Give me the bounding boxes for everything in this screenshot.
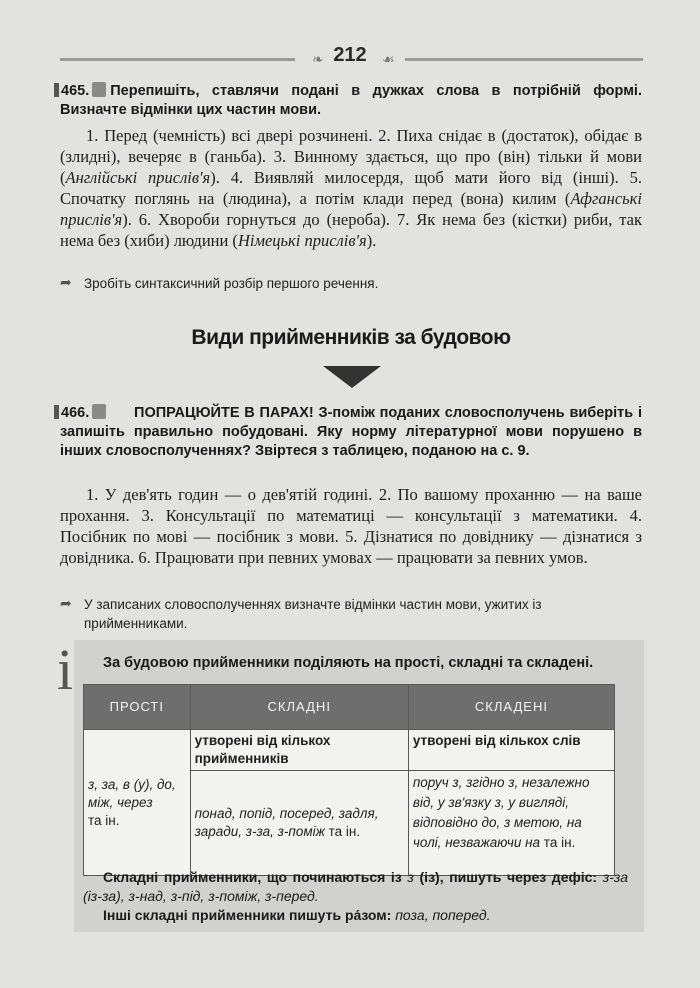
complex-prepositions: понад, попід, посеред, задля, заради, з-за, з-поміж <box>194 806 379 839</box>
complex-prepositions-cell <box>190 771 408 876</box>
exercise-466-task <box>60 595 640 633</box>
arrow-task-icon: ➦ <box>60 595 72 611</box>
info-title: За будовою прийменники поділяють на прості, складні та складені. <box>103 655 594 671</box>
ornament-right-icon: ☙ <box>382 53 395 68</box>
hyphen-rule-examples: з-за (із-за), з-над, з-під, з-поміж, з-перед. <box>83 869 629 904</box>
info-icon: i <box>56 637 74 702</box>
exercise-marker-icon <box>54 83 59 97</box>
exercise-465-header <box>60 82 642 120</box>
simple-tail: та ін. <box>88 812 120 828</box>
prepositions-table <box>83 684 615 876</box>
exercise-466-instruction: ПОПРАЦЮЙТЕ В ПАРАХ! З-поміж поданих словосполучень виберіть і запишіть правильно побудовані. Яку норму літературної мови порушено в інших словосполученнях? Звіртеся з таблицею, поданою на с. 9. <box>60 405 642 459</box>
exercise-marker-icon <box>54 405 59 419</box>
page-number: 212 <box>333 44 367 66</box>
exercise-465-instruction: Перепишіть, ставлячи подані в дужках слова в потрібній формі. Визначте відмінки цих частин мови. <box>60 83 642 118</box>
hyphen-rule <box>83 868 628 906</box>
table-header-row <box>84 685 615 730</box>
together-rule-examples: поза, поперед. <box>395 907 491 923</box>
complex-subheader: утворені від кількох прийменників <box>190 730 408 771</box>
together-rule-text: Інші складні прийменники пишуть ра́зом: <box>103 907 392 923</box>
header-simple: ПРОСТІ <box>84 685 191 730</box>
exercise-465-number: 465. <box>61 83 90 99</box>
exercise-465-sentence-part: ). 4. Виявляй милосердя, щоб мати його від (інші). 5. Спочатку поглянь на (людина), а потім клади перед (вона) килим ( <box>60 168 642 208</box>
complex-tail: та ін. <box>328 824 361 839</box>
table-row <box>84 730 615 771</box>
header-rule-right <box>405 58 643 61</box>
header-complex: СКЛАДНІ <box>190 685 408 730</box>
compound-prepositions-cell <box>408 771 614 876</box>
exercise-465-sentence-part: ). <box>366 231 377 250</box>
exercise-465-task-text: Зробіть синтаксичний розбір першого речення. <box>84 276 379 291</box>
source-german-proverbs: Німецькі прислів'я <box>237 231 367 250</box>
hyphen-rule-z: з <box>407 869 414 885</box>
section-title: Види прийменників за будовою <box>191 326 511 349</box>
hyphen-rule-text-2: , пишуть через дефіс: <box>439 869 598 885</box>
simple-prepositions-cell <box>84 730 191 876</box>
source-english-proverbs: Англійські прислів'я <box>65 168 211 187</box>
exercise-466-task-text: У записаних словосполученнях визначте відмінки частин мови, ужитих із прийменниками. <box>84 597 542 631</box>
source-afghan-proverbs: Афганські прислів'я <box>60 189 642 229</box>
exercise-466-text: 1. У дев'ять годин — о дев'ятій годині. 2. По вашому проханню — на ваше прохання. 3. Консультації по математиці — консультації з математики. 4. Посібник по мові — посібник з мови. 5. Дізнатися по довіднику — дізнатися з довідника. 6. Працювати при певних умовах — працювати за певних умов. <box>60 485 642 567</box>
exercise-466-header <box>60 404 642 461</box>
compound-subheader: утворені від кількох слів <box>408 730 614 771</box>
arrow-task-icon: ➦ <box>60 274 72 290</box>
hyphen-rule-iz: (із) <box>419 869 440 885</box>
exercise-466-number: 466. <box>61 405 90 421</box>
writing-hand-icon <box>92 82 106 97</box>
header-compound: СКЛАДЕНІ <box>408 685 614 730</box>
ornament-left-icon: ❧ <box>312 53 324 68</box>
hyphen-rule-text: Складні прийменники, що починаються із <box>103 869 402 885</box>
down-arrow-icon <box>323 366 381 388</box>
notebook-icon <box>92 404 106 419</box>
compound-tail: та ін. <box>543 835 576 850</box>
exercise-465-text <box>60 125 642 251</box>
header-rule-left <box>60 58 295 61</box>
together-rule <box>83 906 628 925</box>
compound-prepositions: поруч з, згідно з, незалежно від, у зв'язку з, у вигляді, відповідно до, з метою, на чолі, незважаючи на <box>412 775 590 850</box>
exercise-465-task <box>60 274 640 293</box>
exercise-465-sentence-part: ). 6. Хвороби горнуться до (нероба). 7. Як нема без (кістки) риби, так нема без (хиби) людини ( <box>60 210 642 250</box>
simple-prepositions: з, за, в (у), до, між, через <box>88 776 176 810</box>
exercise-465-sentence-part: 1. Перед (чемність) всі двері розчинені. 2. Пиха снідає в (достаток), обідає в (злидні), вечеряє в (ганьба). 3. Винному здається, що про (він) тільки й мови ( <box>60 126 642 187</box>
